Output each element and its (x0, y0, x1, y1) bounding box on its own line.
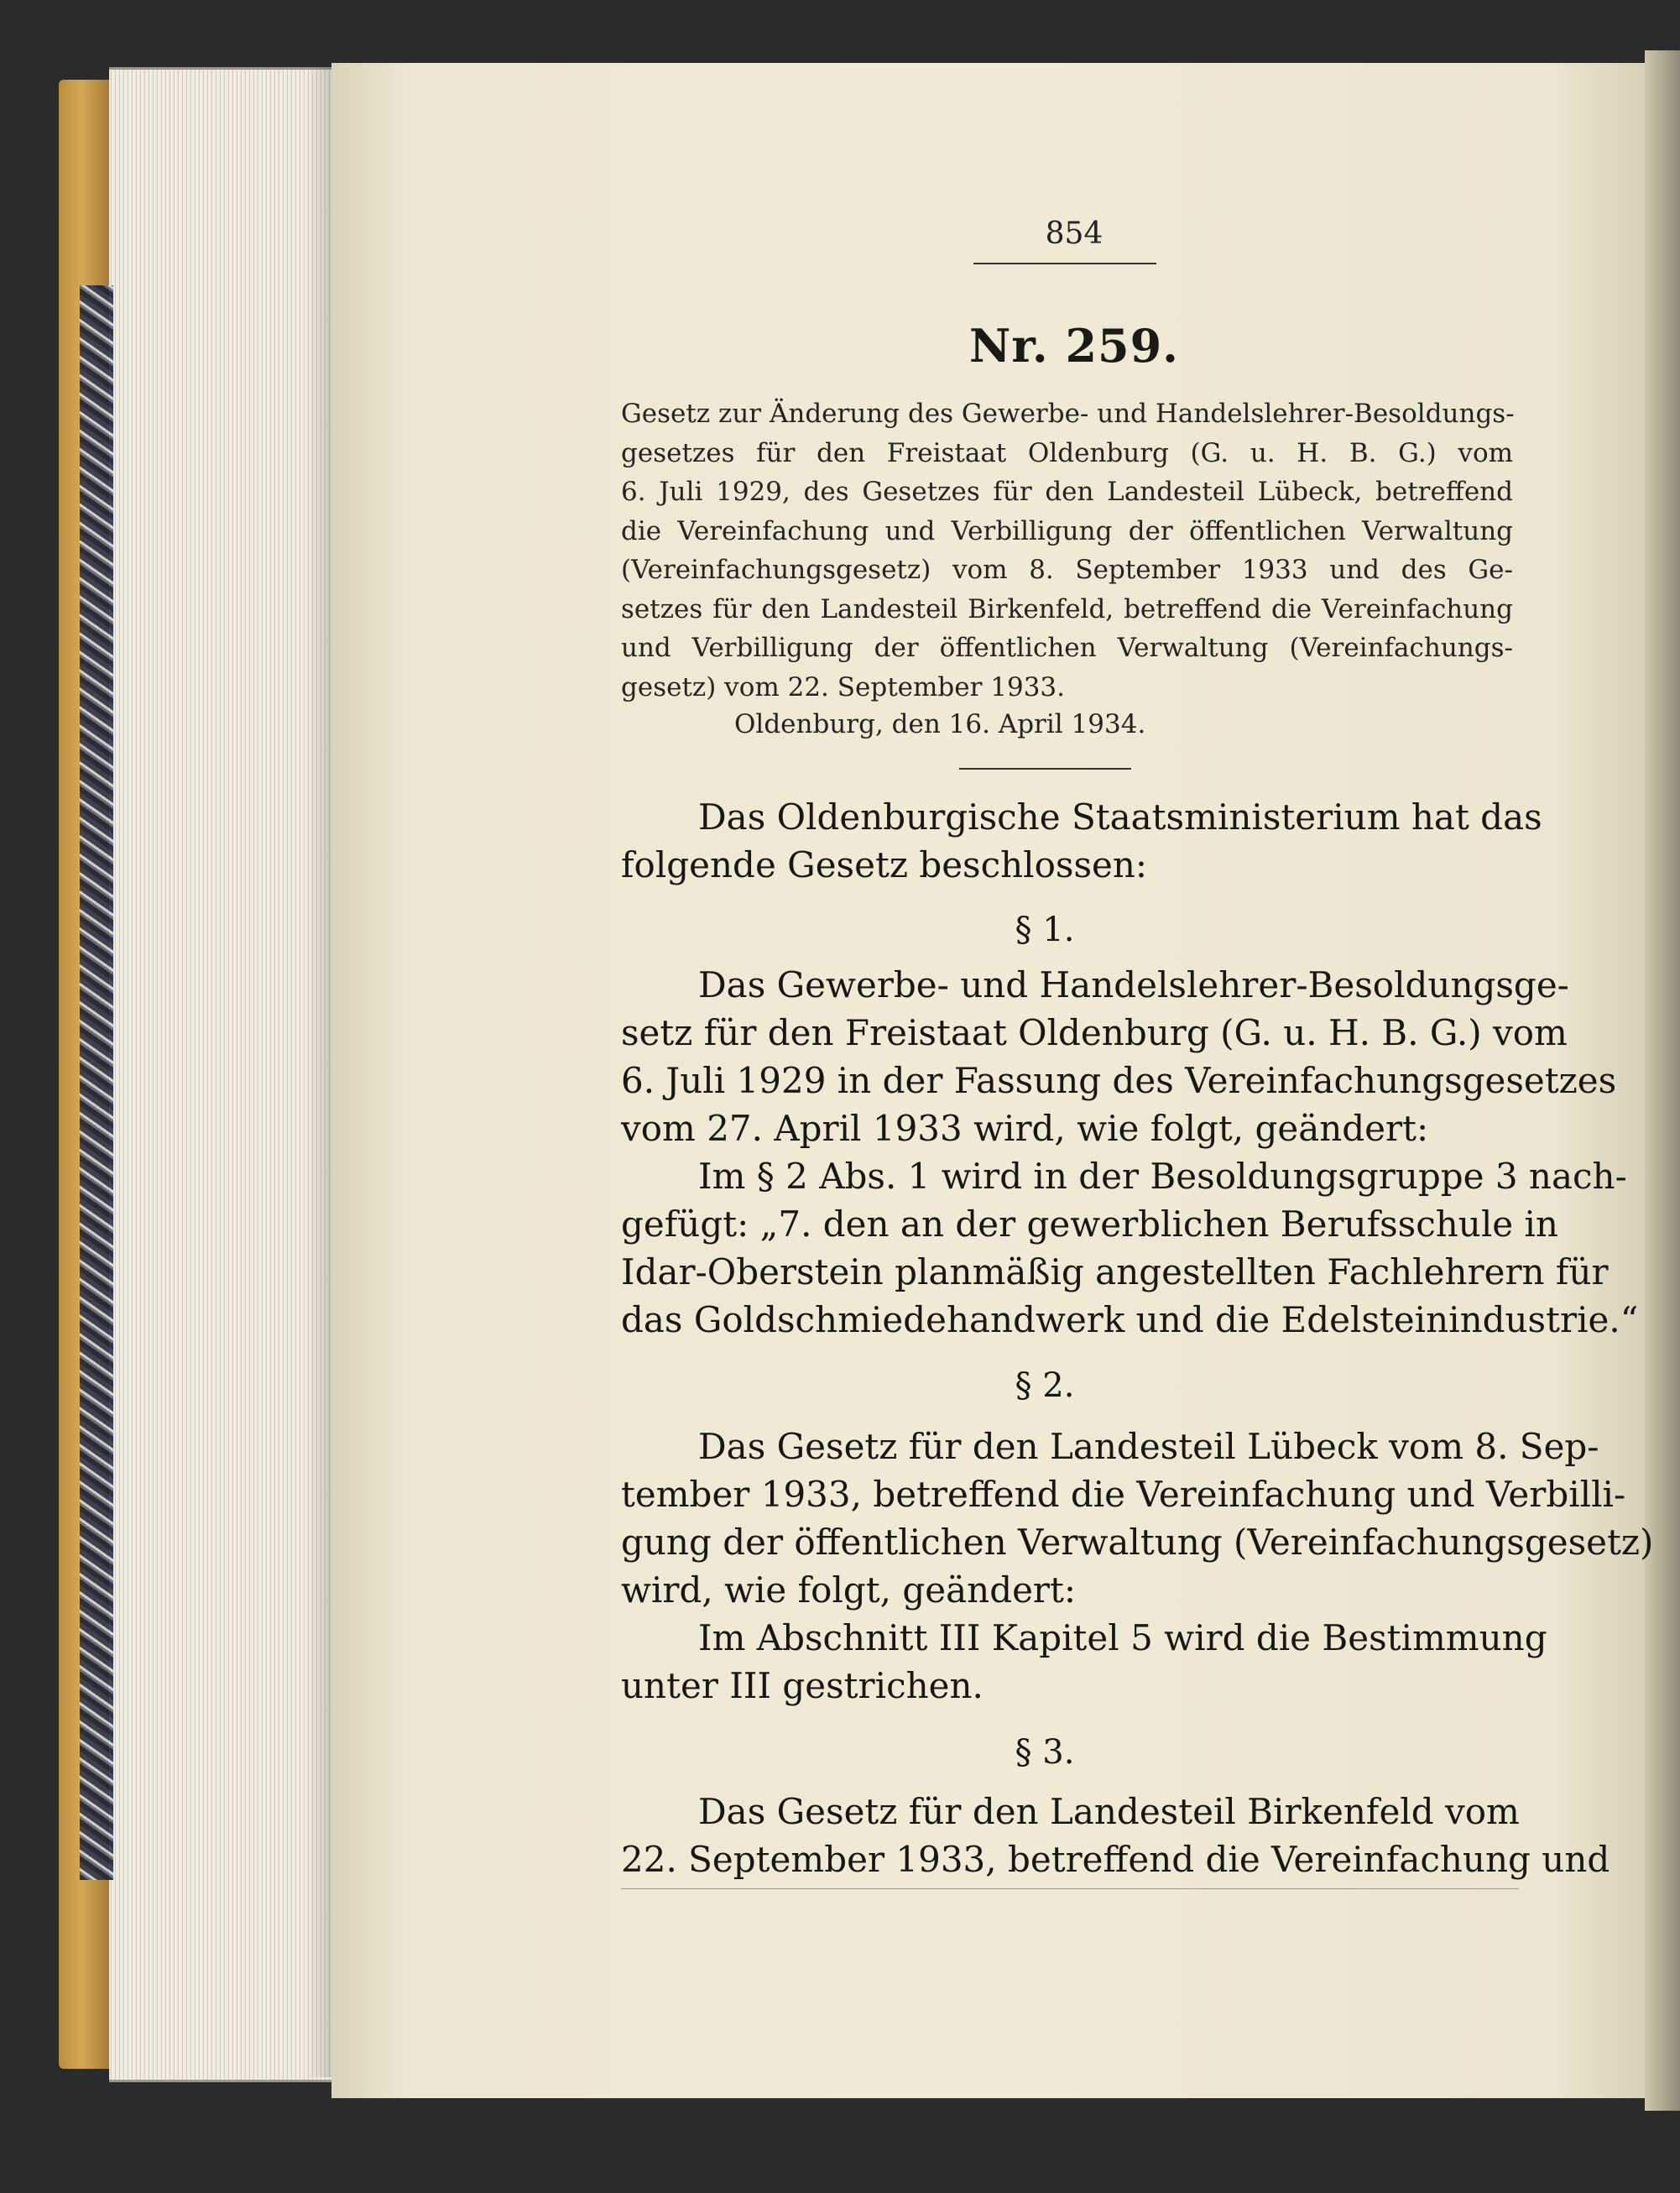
paragraph-line: 6. Juli 1929 in der Fassung des Vereinfachungsgesetzes (621, 1060, 1617, 1101)
law-title-line: gesetzes für den Freistaat Oldenburg (G. u. H. B. G.) vom (621, 437, 1513, 468)
paragraph-line: Das Gesetz für den Landesteil Lübeck vom 8. Sep- (698, 1426, 1599, 1467)
law-title-line: setzes für den Landesteil Birkenfeld, betreffend die Vereinfachung (621, 593, 1513, 624)
paragraph-line: Im § 2 Abs. 1 wird in der Besoldungsgruppe 3 nach- (698, 1156, 1627, 1197)
page-number: 854 (1045, 217, 1103, 251)
section-heading: § 3. (1015, 1733, 1075, 1772)
law-title-line: die Vereinfachung und Verbilligung der öffentlichen Verwaltung (621, 515, 1513, 546)
section-3-text (621, 1788, 1610, 1883)
law-title (621, 394, 1513, 707)
paragraph-line: Das Gewerbe- und Handelslehrer-Besoldungsge- (698, 964, 1569, 1005)
section-2-text (621, 1423, 1654, 1710)
paragraph-line: gung der öffentlichen Verwaltung (Vereinfachungsgesetz) (621, 1522, 1654, 1563)
paragraph-line: wird, wie folgt, geändert: (621, 1569, 1077, 1611)
paragraph-line: vom 27. April 1933 wird, wie folgt, geändert: (621, 1108, 1429, 1149)
paragraph-line: setz für den Freistaat Oldenburg (G. u. H. B. G.) vom (621, 1012, 1568, 1053)
paragraph-line: 22. September 1933, betreffend die Vereinfachung und (621, 1839, 1610, 1880)
bottom-rule (621, 1888, 1519, 1889)
preamble-line: folgende Gesetz beschlossen: (621, 844, 1148, 885)
separator-rule (959, 768, 1131, 770)
section-1-text (621, 961, 1639, 1344)
law-title-line: gesetz) vom 22. September 1933. (621, 671, 1065, 702)
law-number: Nr. 259. (969, 319, 1179, 373)
law-title-line: (Vereinfachungsgesetz) vom 8. September 1933 und des Ge- (621, 555, 1513, 585)
law-title-line: Gesetz zur Änderung des Gewerbe- und Handelslehrer-Besoldungs- (621, 399, 1515, 429)
paragraph-line: unter III gestrichen. (621, 1665, 983, 1706)
preamble (621, 793, 1542, 889)
paragraph-line: tember 1933, betreffend die Vereinfachung und Verbilli- (621, 1474, 1626, 1515)
section-heading: § 1. (1015, 911, 1075, 949)
dateline: Oldenburg, den 16. April 1934. (734, 709, 1146, 739)
law-title-line: 6. Juli 1929, des Gesetzes für den Landesteil Lübeck, betreffend (621, 477, 1513, 507)
paragraph-line: gefügt: „7. den an der gewerblichen Berufsschule in (621, 1204, 1558, 1245)
paragraph-line: Das Gesetz für den Landesteil Birkenfeld vom (698, 1791, 1520, 1832)
page-number-rule (973, 263, 1156, 264)
preamble-line: Das Oldenburgische Staatsministerium hat das (698, 796, 1542, 838)
paragraph-line: das Goldschmiedehandwerk und die Edelsteinindustrie.“ (621, 1299, 1639, 1340)
paragraph-line: Im Abschnitt III Kapitel 5 wird die Bestimmung (698, 1617, 1547, 1658)
paragraph-line: Idar-Oberstein planmäßig angestellten Fachlehrern für (621, 1251, 1609, 1292)
section-heading: § 2. (1015, 1366, 1075, 1405)
law-title-line: und Verbilligung der öffentlichen Verwaltung (Vereinfachungs- (621, 633, 1513, 663)
